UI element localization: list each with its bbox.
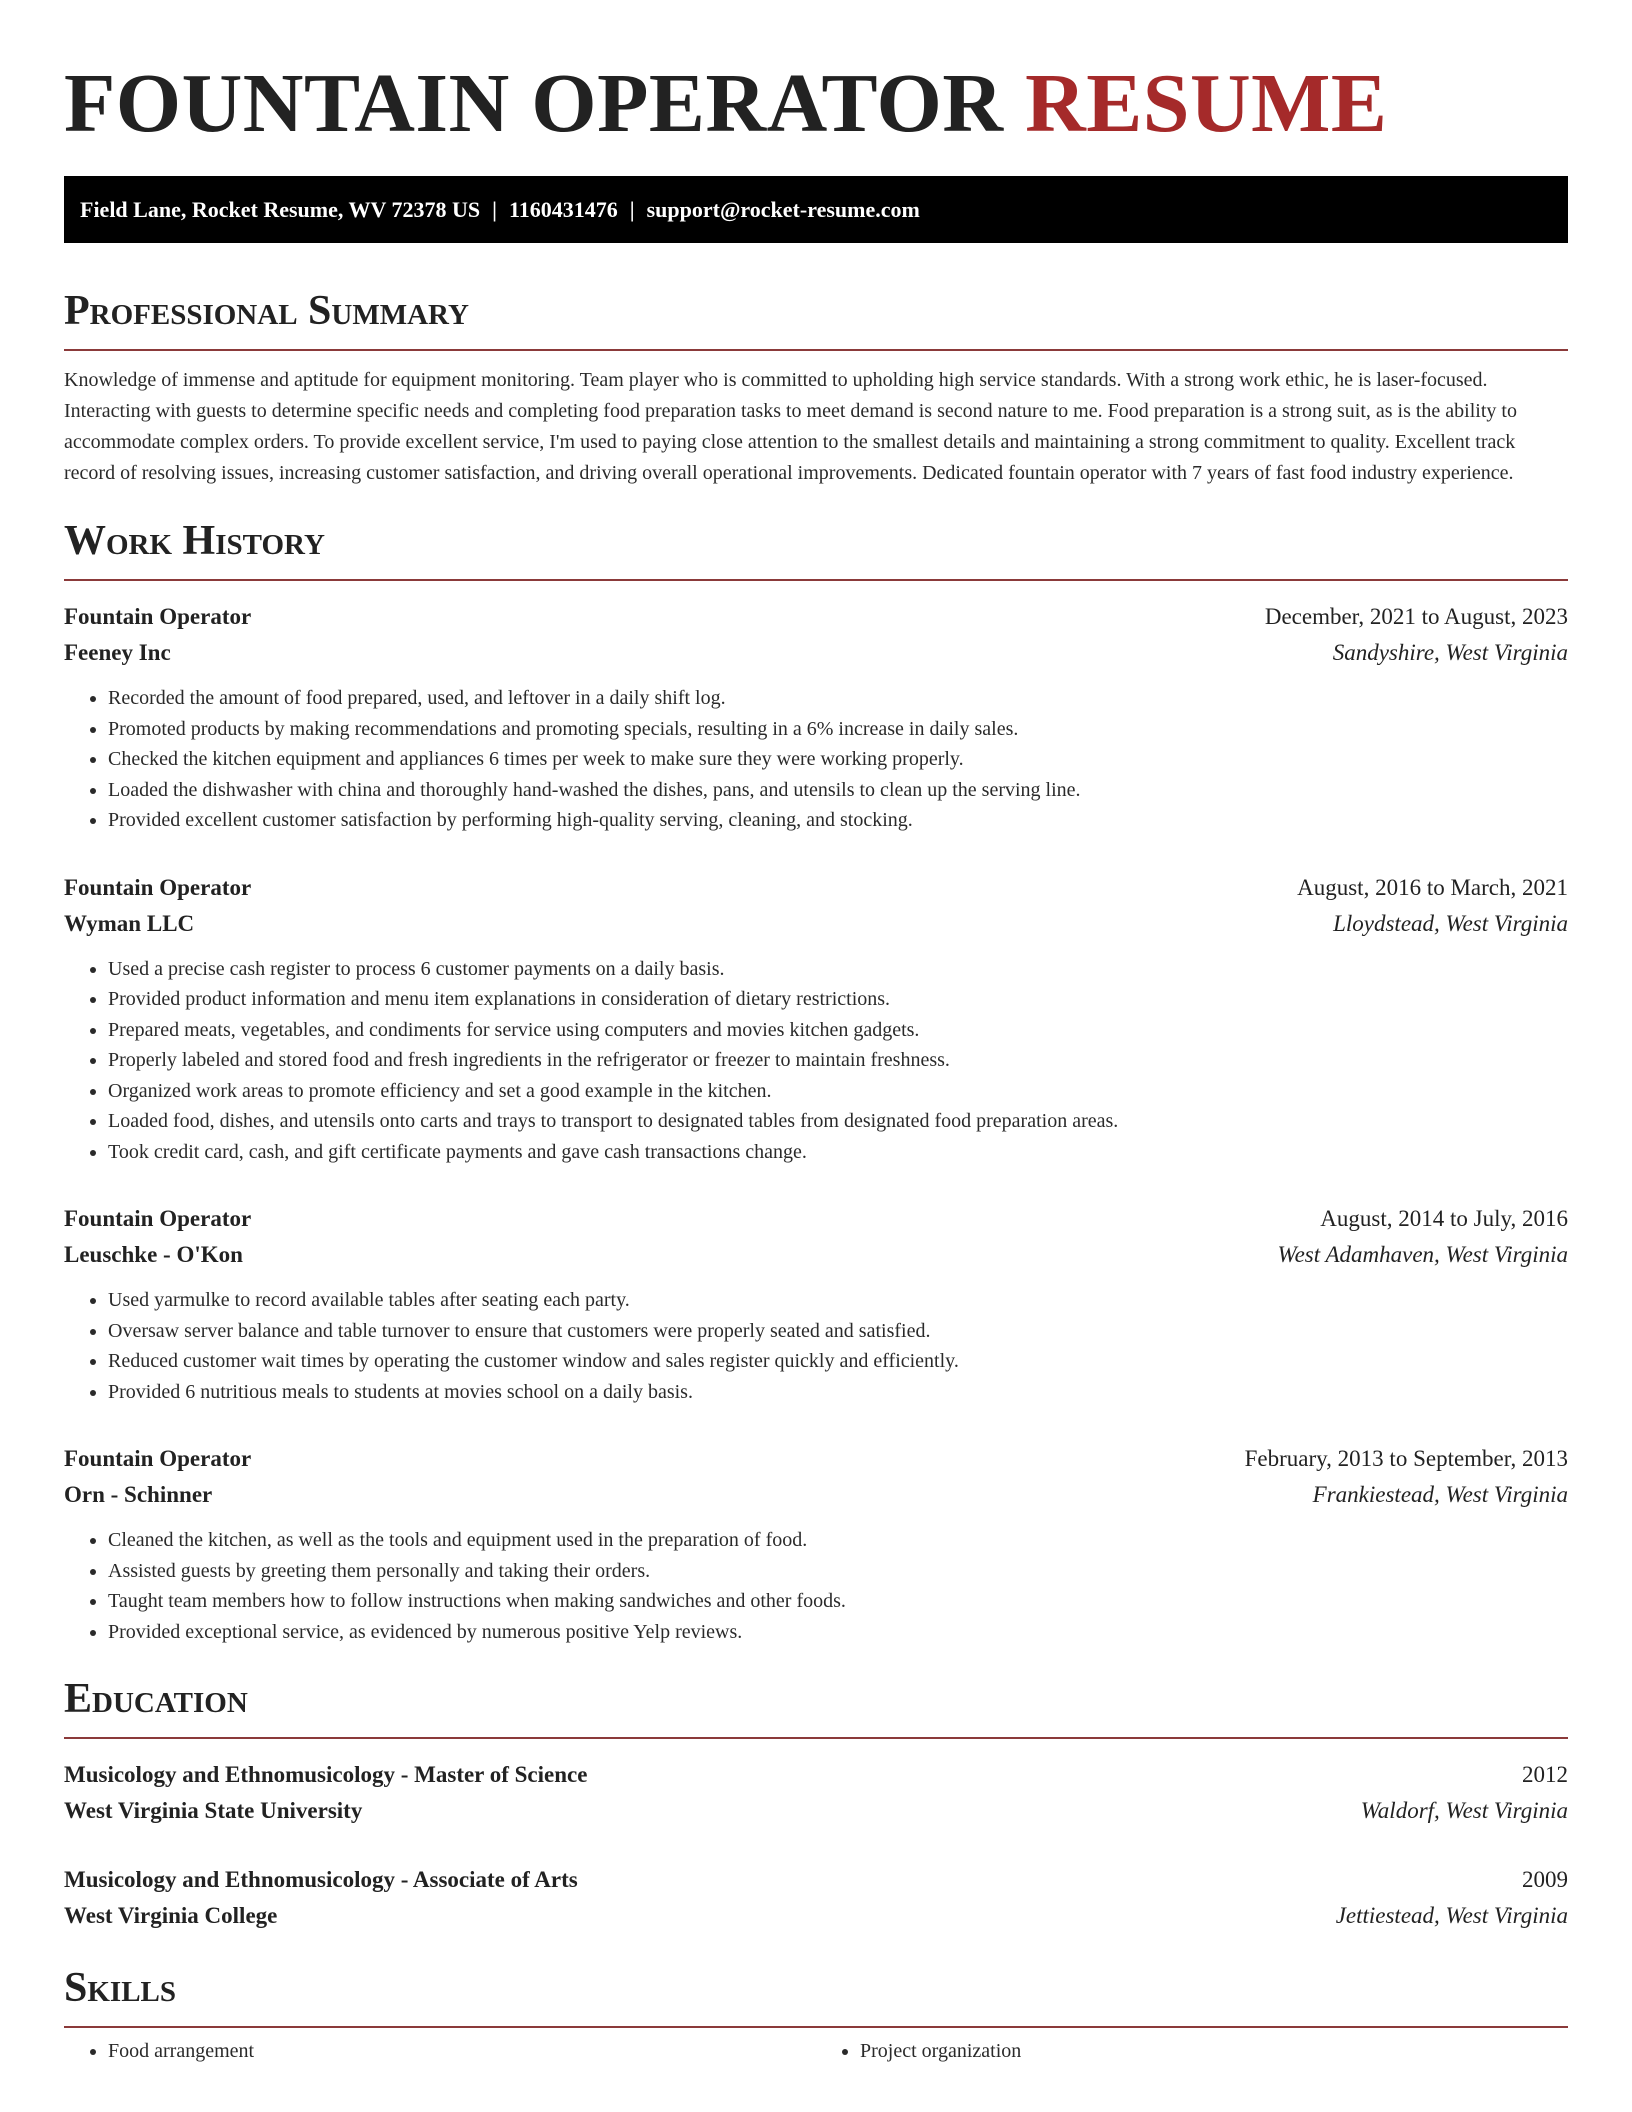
education-entry — [64, 1862, 1568, 1934]
education-degree: Musicology and Ethnomusicology - Associate of Arts — [64, 1867, 578, 1892]
skills-list — [64, 2036, 1568, 2066]
skills-heading: Skills — [64, 1964, 1568, 2028]
job-bullet: • Properly labeled and stored food and fresh ingredients in the refrigerator or freezer to maintain freshness. — [108, 1045, 1568, 1076]
summary-text: Knowledge of immense and aptitude for equipment monitoring. Team player who is committed to upholding high service standards. With a strong work ethic, he is laser-focused. Interacting with guests to determine specific needs and completing food preparation tasks to meet demand is second nature to me. Food preparation is a strong suit, as is the ability to accommodate complex orders. To provide excellent service, I'm used to paying close attention to the smallest details and maintaining a strong commitment to quality. Excellent track record of resolving issues, increasing customer satisfaction, and driving overall operational improvements. Dedicated fountain operator with 7 years of fast food industry experience. — [64, 369, 1517, 484]
job-bullet: • Oversaw server balance and table turnover to ensure that customers were properly seated and satisfied. — [108, 1316, 1568, 1347]
job-title: Fountain Operator — [64, 1206, 252, 1231]
job-bullets — [64, 1285, 1568, 1407]
education-year: 2009 — [1522, 1867, 1568, 1892]
education-location: Jettiestead, West Virginia — [1335, 1903, 1568, 1928]
contact-email[interactable]: support@rocket-resume.com — [646, 197, 920, 222]
job-bullet: • Reduced customer wait times by operating the customer window and sales register quickly and efficiently. — [108, 1346, 1568, 1377]
job-bullet: • Provided excellent customer satisfaction by performing high-quality serving, cleaning, and stocking. — [108, 805, 1568, 836]
job-dates: December, 2021 to August, 2023 — [1264, 604, 1568, 629]
job-bullet: • Prepared meats, vegetables, and condiments for service using computers and movies kitchen gadgets. — [108, 1015, 1568, 1046]
job-bullet: • Provided 6 nutritious meals to students at movies school on a daily basis. — [108, 1377, 1568, 1408]
contact-separator: | — [629, 197, 635, 222]
job-dates: February, 2013 to September, 2013 — [1244, 1446, 1568, 1471]
job-bullet: • Used yarmulke to record available tables after seating each party. — [108, 1285, 1568, 1316]
contact-address: Field Lane, Rocket Resume, WV 72378 US — [80, 197, 481, 222]
job-location: West Adamhaven, West Virginia — [1277, 1242, 1568, 1267]
skill-item: • Project organization — [860, 2036, 1568, 2066]
job-company: Wyman LLC — [64, 910, 195, 936]
job-bullet: • Used a precise cash register to process 6 customer payments on a daily basis. — [108, 954, 1568, 985]
job-bullet: • Loaded the dishwasher with china and thoroughly hand-washed the dishes, pans, and utensils to clean up the serving line. — [108, 775, 1568, 806]
job-bullet: • Promoted products by making recommendations and promoting specials, resulting in a 6% increase in daily sales. — [108, 714, 1568, 745]
job-bullet: • Provided product information and menu item explanations in consideration of dietary restrictions. — [108, 984, 1568, 1015]
job-company: Leuschke - O'Kon — [64, 1242, 243, 1267]
job-company: Feeney Inc — [64, 640, 171, 665]
education-entry — [64, 1757, 1568, 1829]
job-entry — [64, 1441, 1568, 1647]
job-title: Fountain Operator — [64, 874, 252, 900]
job-bullet: • Cleaned the kitchen, as well as the tools and equipment used in the preparation of food. — [108, 1525, 1568, 1556]
education-degree: Musicology and Ethnomusicology - Master of Science — [64, 1762, 588, 1787]
education-school: West Virginia College — [64, 1903, 278, 1928]
job-bullet: • Taught team members how to follow instructions when making sandwiches and other foods. — [108, 1586, 1568, 1617]
job-bullet: • Took credit card, cash, and gift certificate payments and gave cash transactions change. — [108, 1137, 1568, 1168]
resume-page — [64, 0, 1568, 2066]
education-heading: Education — [64, 1675, 1568, 1739]
job-company: Orn - Schinner — [64, 1482, 213, 1507]
job-bullet: • Assisted guests by greeting them personally and taking their orders. — [108, 1556, 1568, 1587]
contact-bar — [64, 176, 1568, 243]
job-bullets — [64, 954, 1568, 1168]
education-location: Waldorf, West Virginia — [1360, 1798, 1568, 1823]
job-entry — [64, 870, 1568, 1168]
job-title: Fountain Operator — [64, 1446, 252, 1471]
title-main: FOUNTAIN OPERATOR — [64, 57, 1004, 150]
education-school: West Virginia State University — [64, 1798, 363, 1823]
job-bullet: • Recorded the amount of food prepared, used, and leftover in a daily shift log. — [108, 683, 1568, 714]
skill-item: • Food arrangement — [108, 2036, 816, 2066]
skills-column-left — [64, 2036, 816, 2066]
contact-separator: | — [492, 197, 497, 222]
job-location: Lloydstead, West Virginia — [1333, 910, 1568, 936]
job-bullet: • Provided exceptional service, as evidenced by numerous positive Yelp reviews. — [108, 1617, 1568, 1648]
summary-heading: Professional Summary — [64, 287, 1568, 351]
job-bullets — [64, 683, 1568, 836]
job-bullets — [64, 1525, 1568, 1647]
education-year: 2012 — [1522, 1762, 1568, 1787]
job-location: Frankiestead, West Virginia — [1312, 1482, 1568, 1507]
job-entry — [64, 1201, 1568, 1407]
contact-phone[interactable]: 1160431476 — [508, 197, 618, 222]
job-entry — [64, 599, 1568, 836]
job-bullet: • Organized work areas to promote efficiency and set a good example in the kitchen. — [108, 1076, 1568, 1107]
job-dates: August, 2016 to March, 2021 — [1297, 874, 1568, 900]
resume-title — [64, 0, 1568, 150]
job-bullet: • Loaded food, dishes, and utensils onto carts and trays to transport to designated tables from designated food preparation areas. — [108, 1106, 1568, 1137]
job-bullet: • Checked the kitchen equipment and appliances 6 times per week to make sure they were working properly. — [108, 744, 1568, 775]
job-title: Fountain Operator — [64, 604, 252, 629]
work-history-heading: Work History — [64, 517, 1568, 581]
skills-column-right — [816, 2036, 1568, 2066]
title-accent: RESUME — [1025, 57, 1388, 150]
job-dates: August, 2014 to July, 2016 — [1320, 1206, 1568, 1231]
job-location: Sandyshire, West Virginia — [1332, 640, 1568, 665]
